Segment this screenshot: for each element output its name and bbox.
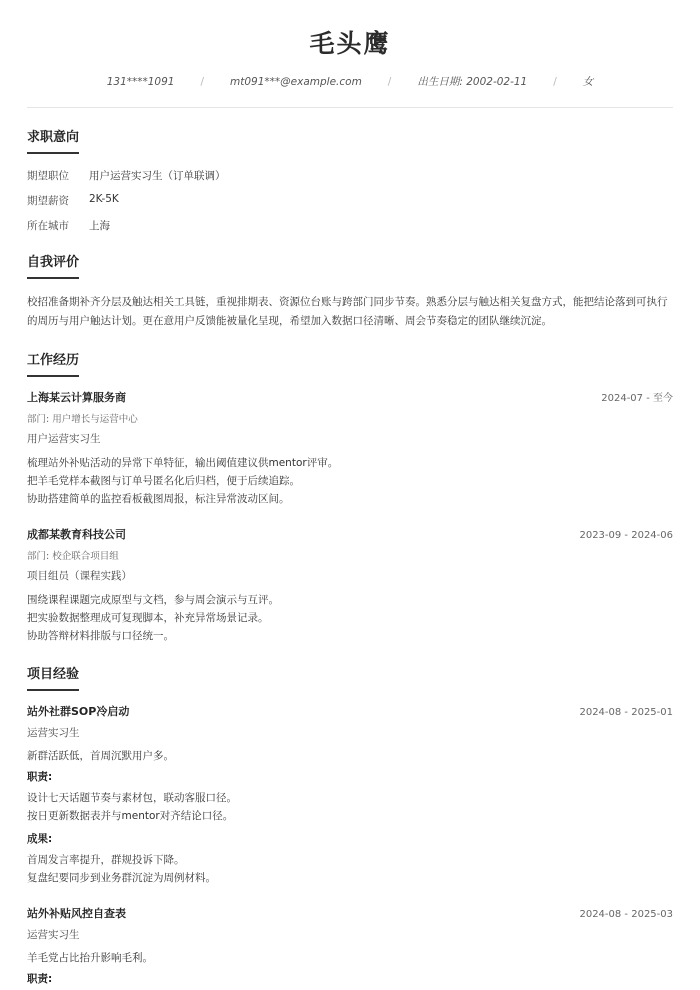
birth-date: 出生日期: 2002-02-11	[417, 76, 528, 88]
company-name: 上海某云计算服务商	[27, 391, 126, 404]
info-row	[27, 193, 673, 208]
work-bullet: 把实验数据整理成可复现脚本，补充异常场景记录。	[27, 612, 269, 624]
work-entry	[27, 526, 673, 645]
date-range: 2024-08 - 2025-01	[579, 707, 673, 718]
separator: /	[387, 75, 392, 88]
project-name: 站外补贴风控自查表	[27, 907, 126, 920]
info-value: 用户运营实习生（订单联调）	[89, 170, 226, 182]
gender: 女	[582, 76, 594, 88]
separator: /	[200, 75, 205, 88]
project-summary: 羊毛党占比抬升影响毛利。	[27, 952, 153, 964]
self-evaluation-section	[27, 251, 673, 331]
duty-label: 职责:	[27, 771, 53, 783]
department: 部门: 校企联合项目组	[27, 551, 119, 562]
work-experience-section	[27, 349, 673, 645]
info-value: 2K-5K	[89, 193, 119, 205]
job-role: 项目组员（课程实践）	[27, 570, 132, 582]
project-name: 站外社群SOP冷启动	[27, 705, 130, 718]
duty-bullet: 按日更新数据表并与mentor对齐结论口径。	[27, 810, 234, 822]
section-title: 工作经历	[27, 349, 79, 377]
work-bullet: 梳理站外补贴活动的异常下单特征，输出阈值建议供mentor评审。	[27, 457, 339, 469]
separator: /	[553, 75, 557, 88]
email-address: mt091***@example.com	[230, 75, 362, 88]
duty-bullet: 设计七天话题节奏与素材包，联动客服口径。	[27, 792, 237, 804]
header-divider	[27, 107, 673, 108]
section-title: 求职意向	[27, 126, 79, 154]
date-range: 2024-08 - 2025-03	[579, 909, 673, 920]
work-bullet: 围绕课程课题完成原型与文档，参与周会演示与互评。	[27, 594, 279, 606]
department: 部门: 用户增长与运营中心	[27, 414, 138, 425]
phone-number: 131****1091	[106, 75, 175, 88]
info-label: 期望薪资	[27, 195, 69, 207]
job-intent-section	[27, 126, 673, 233]
project-summary: 新群活跃低，首周沉默用户多。	[27, 750, 174, 762]
contact-line	[27, 74, 673, 89]
date-range: 2023-09 - 2024-06	[579, 530, 673, 541]
company-name: 成都某教育科技公司	[27, 528, 126, 541]
project-experience-section	[27, 663, 673, 986]
work-bullet: 协助搭建简单的监控看板截图周报，标注异常波动区间。	[27, 493, 290, 505]
info-value: 上海	[89, 220, 110, 232]
section-title: 项目经验	[27, 663, 79, 691]
project-entry	[27, 905, 673, 986]
project-role: 运营实习生	[27, 727, 80, 739]
work-entry	[27, 389, 673, 508]
result-bullet: 首周发言率提升，群规投诉下降。	[27, 854, 185, 866]
self-evaluation-text: 校招准备期补齐分层及触达相关工具链，重视排期表、资源位台账与跨部门同步节奏。熟悉分层与触达相关复盘方式，能把结论落到可执行的周历与用户触达计划。更在意用户反馈能被量化呈现，希望加入数据口径清晰、周会节奏稳定的团队继续沉淀。	[27, 296, 668, 327]
project-role: 运营实习生	[27, 929, 80, 941]
date-range: 2024-07 - 至今	[601, 393, 673, 404]
info-row	[27, 218, 673, 233]
project-entry	[27, 703, 673, 887]
info-label: 所在城市	[27, 220, 69, 232]
result-label: 成果:	[27, 833, 53, 845]
info-row	[27, 168, 673, 183]
info-label: 期望职位	[27, 170, 69, 182]
job-role: 用户运营实习生	[27, 433, 101, 445]
result-bullet: 复盘纪要同步到业务群沉淀为周例材料。	[27, 872, 216, 884]
work-bullet: 把羊毛党样本截图与订单号匿名化后归档，便于后续追踪。	[27, 475, 300, 487]
section-title: 自我评价	[27, 251, 79, 279]
candidate-name: 毛头鹰	[309, 29, 391, 58]
work-bullet: 协助答辩材料排版与口径统一。	[27, 630, 174, 642]
duty-label: 职责:	[27, 973, 53, 985]
